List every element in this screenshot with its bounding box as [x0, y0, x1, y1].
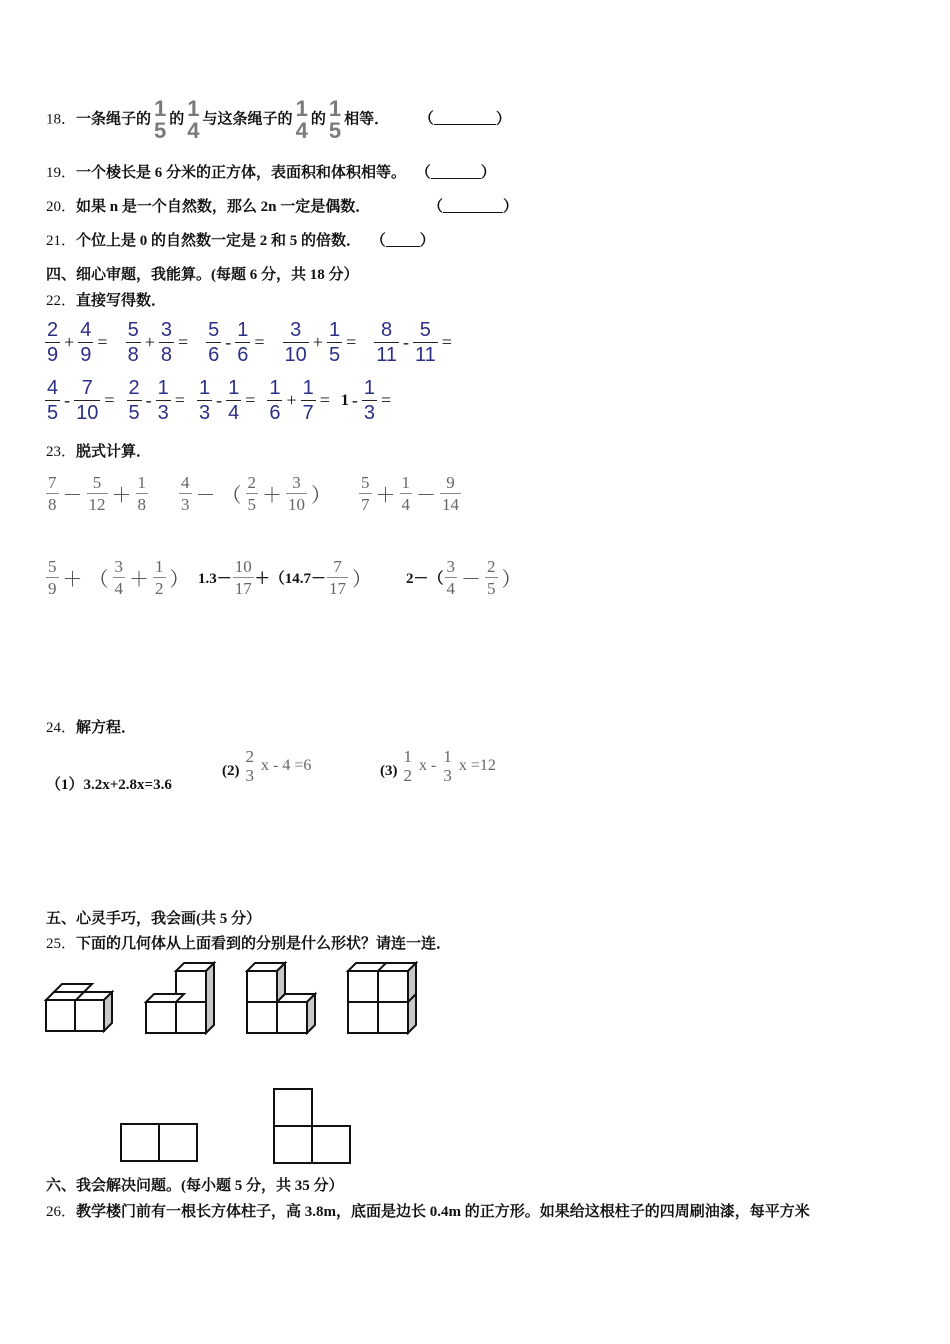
q26-text: 教学楼门前有一根长方体柱子，高 3.8m，底面是边长 0.4m 的正方形。如果给这根柱子的四周刷油漆，每平方米: [76, 1204, 810, 1220]
oral-item: 1 - $\frac{1}{3}$ =: [340, 377, 392, 424]
oral-item: $\frac{8}{11}$ - $\frac{5}{11}$ =: [376, 319, 452, 366]
oral-item: $\frac{1}{3}$ - $\frac{1}{4}$ =: [198, 377, 256, 424]
q20-text: 如果 n 是一个自然数，那么 2n 一定是偶数．: [76, 199, 371, 215]
answer-blank[interactable]: [431, 164, 481, 179]
q24-eq-1: （1）3.2x+2.8x=3.6: [46, 777, 172, 793]
solid-2: [144, 961, 220, 1035]
top-view-2: [272, 1087, 352, 1165]
oral-item: $\frac{4}{5}$ - $\frac{7}{10}$ =: [47, 377, 115, 424]
fraction: 1 4: [187, 96, 200, 143]
fraction: 1 5: [154, 96, 167, 143]
solid-1: [44, 982, 120, 1034]
oral-item: $\frac{1}{6}$ + $\frac{1}{7}$ =: [269, 377, 330, 424]
q24-eq-3: (3) 1 2 x ‐ 1 3 x =12: [380, 747, 496, 785]
q25-text: 下面的几何体从上面看到的分别是什么形状？请连一连．: [76, 936, 452, 952]
q23-expr-1: $\frac{7}{8}$ － $\frac{5}{12}$ ＋ $\frac{1}{8}$: [48, 473, 146, 514]
q23-expr-3: $\frac{5}{7}$ ＋ $\frac{1}{4}$ － $\frac{9}{14}$: [361, 473, 459, 514]
q26-line: 26．教学楼门前有一根长方体柱子，高 3.8m，底面是边长 0.4m 的正方形。如果给这根柱子的四周刷油漆，每平方米: [46, 1204, 810, 1220]
q23-expr-5: 1.3－ $\frac{10}{17}$ ＋（14.7－ $\frac{7}{17}$ ）: [198, 557, 373, 598]
q24-title: 24．解方程．: [46, 720, 137, 736]
oral-item: $\frac{5}{8}$ + $\frac{3}{8}$ =: [127, 319, 189, 366]
q18-number: 18．: [46, 111, 77, 128]
answer-blank[interactable]: [386, 232, 420, 247]
q22-row-2: [44, 378, 394, 423]
q21-line: 21．个位上是 0 的自然数一定是 2 和 5 的倍数． （ ）: [46, 233, 435, 249]
q23-expr-6: 2－（ $\frac{3}{4}$ － $\frac{2}{5}$ ）: [406, 557, 522, 598]
q21-text: 个位上是 0 的自然数一定是 2 和 5 的倍数．: [76, 233, 362, 249]
section-4-heading: 四、细心审题，我能算。(每题 6 分，共 18 分）: [46, 267, 359, 283]
q19-line: 19．一个棱长是 6 分米的正方体，表面积和体积相等。 （ ）: [46, 165, 496, 181]
oral-item: $\frac{3}{10}$ + $\frac{1}{5}$ =: [284, 319, 357, 366]
q18-line: 18．一条绳子的 1 5 的 1 4 与这条绳子的 1 4 的 1 5 相等． （ ）: [46, 96, 511, 143]
oral-item: $\frac{2}{9}$ + $\frac{4}{9}$ =: [47, 319, 108, 366]
q20-line: 20．如果 n 是一个自然数，那么 2n 一定是偶数． （ ）: [46, 199, 518, 215]
q23-expr-4: $\frac{5}{9}$ ＋ （ $\frac{3}{4}$ ＋ $\frac{1}{2}$ ）: [48, 557, 190, 598]
oral-item: $\frac{2}{5}$ - $\frac{1}{3}$ =: [128, 377, 185, 424]
q18-text: 一条绳子的: [76, 111, 152, 128]
fraction: 1 5: [328, 96, 342, 143]
fraction: 1 4: [295, 96, 308, 143]
q19-text: 一个棱长是 6 分米的正方体，表面积和体积相等。: [76, 165, 407, 181]
answer-blank[interactable]: [434, 110, 496, 125]
top-view-1: [119, 1122, 199, 1164]
q23-expr-2: $\frac{4}{3}$ － （ $\frac{2}{5}$ ＋ $\frac{3}{10}$ ）: [181, 473, 331, 514]
q25-line: 25．下面的几何体从上面看到的分别是什么形状？请连一连．: [46, 936, 452, 952]
solid-4: [346, 961, 422, 1035]
oral-item: $\frac{5}{6}$ - $\frac{1}{6}$ =: [208, 319, 265, 366]
solid-3: [245, 961, 323, 1035]
q22-row-1: [44, 320, 455, 365]
q22-title: 22．直接写得数．: [46, 293, 167, 309]
q23-title: 23．脱式计算．: [46, 444, 152, 460]
section-5-heading: 五、心灵手巧，我会画(共 5 分）: [46, 911, 261, 927]
q24-eq-2: (2) 2 3 x ‐ 4 =6: [222, 747, 312, 785]
answer-blank[interactable]: [443, 198, 503, 213]
section-6-heading: 六、我会解决问题。(每小题 5 分，共 35 分）: [46, 1178, 344, 1194]
